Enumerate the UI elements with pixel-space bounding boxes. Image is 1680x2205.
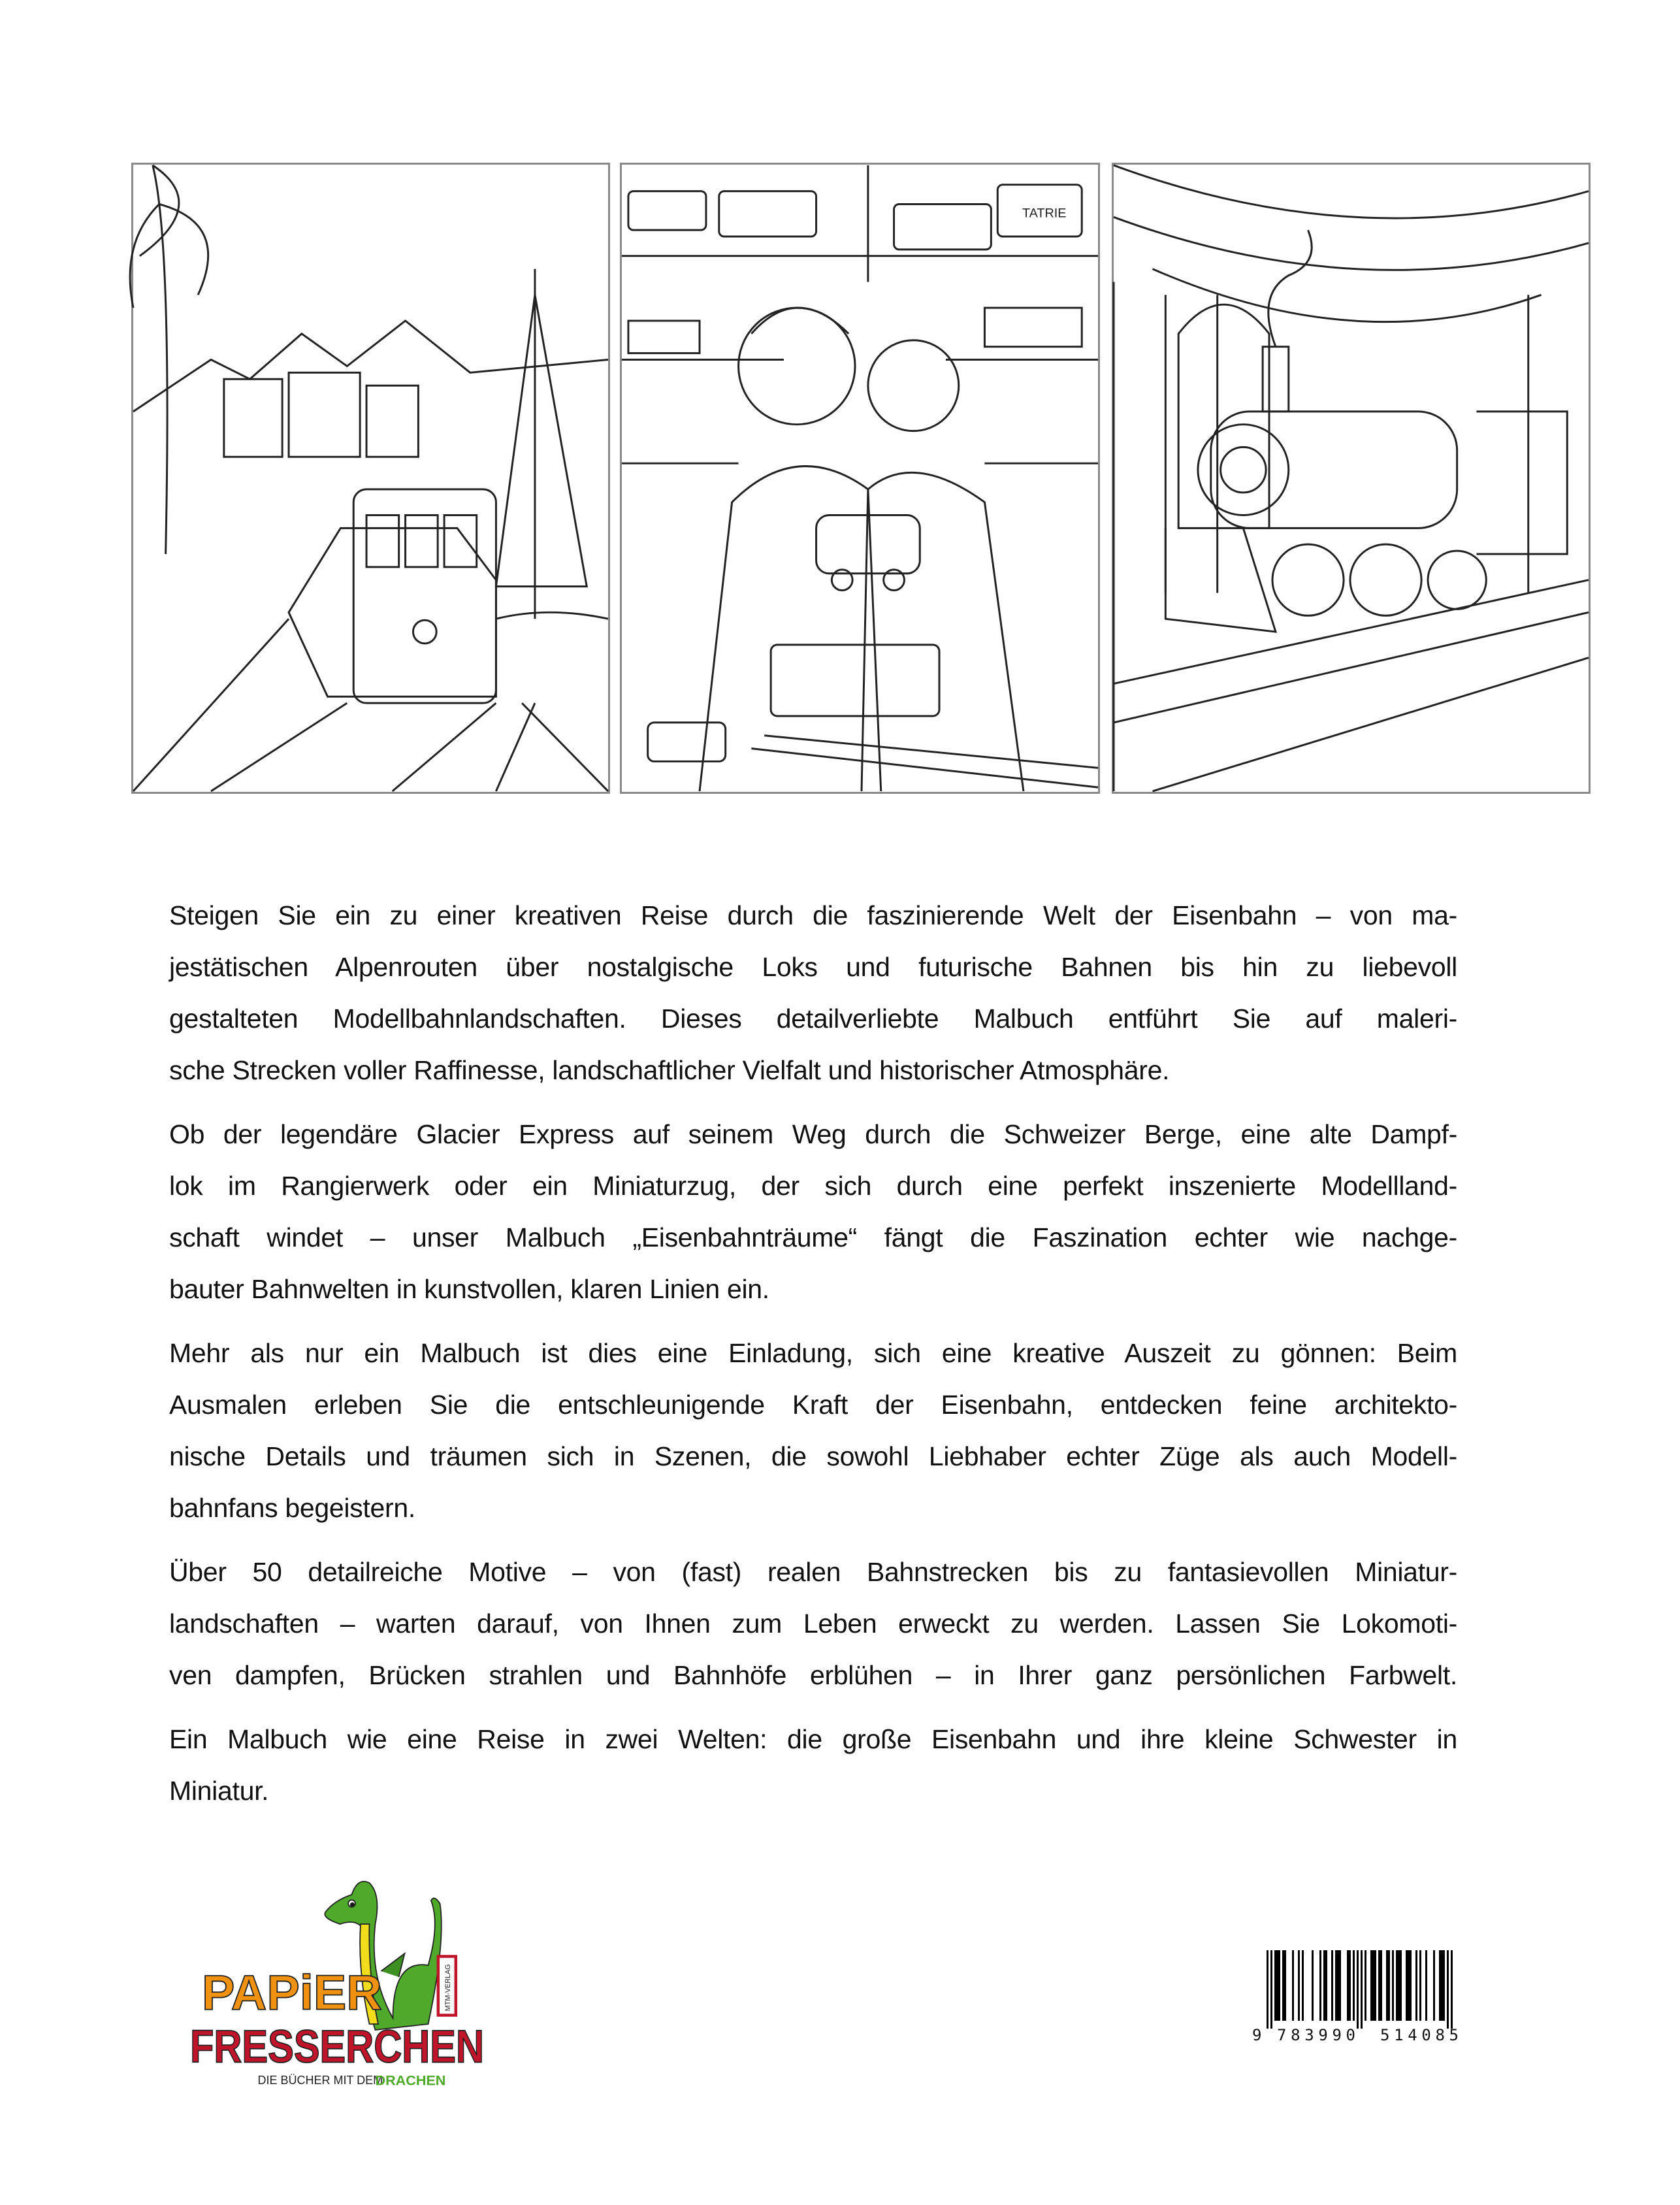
barcode-bar bbox=[1337, 1950, 1339, 2021]
paragraph-2 bbox=[169, 1109, 1457, 1315]
barcode-bar bbox=[1451, 1950, 1453, 2029]
text-line: Steigen Sie ein zu einer kreativen Reise durch die faszinierende Welt der Eisenbahn – von ma- bbox=[169, 900, 1457, 930]
barcode-bar bbox=[1325, 1950, 1327, 2021]
text-line: Mehr als nur ein Malbuch ist dies eine Einladung, sich eine kreative Auszeit zu gönnen: Beim bbox=[169, 1338, 1457, 1368]
barcode-bar bbox=[1419, 1950, 1421, 2021]
barcode-bar bbox=[1415, 1950, 1417, 2021]
publisher-logo bbox=[179, 1859, 501, 2095]
barcode-bar bbox=[1284, 1950, 1286, 2021]
text-line: gestalteten Modellbahnlandschaften. Dieses detailverliebte Malbuch entführt Sie auf maleri- bbox=[169, 1004, 1457, 1034]
text-line: ven dampfen, Brücken strahlen und Bahnhöfe erblühen – in Ihrer ganz persönlichen Farbwelt. bbox=[169, 1660, 1457, 1690]
text-line: Miniatur. bbox=[169, 1776, 269, 1806]
barcode-bar bbox=[1312, 1950, 1314, 2021]
text-line: bauter Bahnwelten in kunstvollen, klaren Linien ein. bbox=[169, 1274, 769, 1304]
barcode-bar bbox=[1278, 1950, 1280, 2021]
text-line: Ein Malbuch wie eine Reise in zwei Welten: die große Eisenbahn und ihre kleine Schwester in bbox=[169, 1724, 1457, 1754]
illustration-tram-promenade bbox=[131, 163, 610, 794]
illustration-model-train-shop bbox=[620, 163, 1100, 794]
barcode-bar bbox=[1447, 1950, 1449, 2029]
barcode-bar bbox=[1392, 1950, 1394, 2021]
logo-tagline: DIE BÜCHER MIT DEM bbox=[257, 2073, 383, 2087]
barcode-bar bbox=[1331, 1950, 1333, 2021]
barcode-bar bbox=[1386, 1950, 1388, 2021]
logo-line1: PAPiER bbox=[202, 1965, 382, 2021]
barcode-bar bbox=[1270, 1950, 1272, 2029]
paragraph-1 bbox=[169, 890, 1457, 1096]
barcode-bar bbox=[1365, 1950, 1366, 2021]
barcode-bar bbox=[1406, 1950, 1408, 2021]
barcode-bar bbox=[1425, 1950, 1427, 2021]
barcode-prefix: 9 bbox=[1252, 2026, 1262, 2044]
text-line: lok im Rangierwerk oder ein Miniaturzug, der sich durch eine perfekt inszenierte Modellland- bbox=[169, 1171, 1457, 1201]
barcode-bar bbox=[1388, 1950, 1390, 2021]
text-line: schaft windet – unser Malbuch „Eisenbahnträume“ fängt die Faszination echter wie nachge- bbox=[169, 1222, 1457, 1252]
paragraph-3 bbox=[169, 1328, 1457, 1534]
barcode-bar bbox=[1353, 1950, 1355, 2021]
barcode-bar bbox=[1410, 1950, 1412, 2021]
barcode-bar bbox=[1302, 1950, 1304, 2021]
isbn-barcode bbox=[1251, 1944, 1473, 2042]
barcode-bar bbox=[1361, 1950, 1363, 2029]
barcode-left-digits: 783990 bbox=[1277, 2026, 1355, 2044]
text-line: Über 50 detailreiche Motive – von (fast) realen Bahnstrecken bis zu fantasievollen Miniatur- bbox=[169, 1557, 1457, 1587]
barcode-bar bbox=[1267, 1950, 1268, 2029]
barcode-bar bbox=[1335, 1950, 1337, 2021]
badge-text: MTM-VERLAG bbox=[444, 1964, 452, 2012]
barcode-bar bbox=[1400, 1950, 1402, 2021]
barcode-bar bbox=[1372, 1950, 1374, 2021]
barcode-bar bbox=[1323, 1950, 1325, 2021]
barcode-bar bbox=[1276, 1950, 1278, 2021]
barcode-bar bbox=[1408, 1950, 1410, 2021]
logo-line2: FRESSERCHEN bbox=[190, 2020, 485, 2072]
barcode-bars bbox=[1267, 1950, 1453, 2029]
barcode-bar bbox=[1339, 1950, 1341, 2021]
barcode-bar bbox=[1378, 1950, 1380, 2021]
barcode-bar bbox=[1282, 1950, 1284, 2021]
barcode-bar bbox=[1370, 1950, 1372, 2021]
barcode-bar bbox=[1292, 1950, 1294, 2021]
barcode-bar bbox=[1396, 1950, 1398, 2021]
barcode-bar bbox=[1349, 1950, 1351, 2021]
barcode-bar bbox=[1433, 1950, 1435, 2021]
barcode-bar bbox=[1398, 1950, 1400, 2021]
logo-tagline-highlight: DRACHEN bbox=[375, 2072, 446, 2089]
barcode-bar bbox=[1347, 1950, 1349, 2021]
text-line: sche Strecken voller Raffinesse, landschaftlicher Vielfalt und historischer Atmosphäre. bbox=[169, 1055, 1170, 1085]
barcode-bar bbox=[1443, 1950, 1445, 2021]
text-line: jestätischen Alpenrouten über nostalgische Loks und futurische Bahnen bis hin zu liebevoll bbox=[169, 952, 1457, 982]
barcode-bar bbox=[1374, 1950, 1376, 2021]
description-text bbox=[169, 890, 1457, 1829]
text-line: landschaften – warten darauf, von Ihnen zum Leben erweckt zu werden. Lassen Sie Lokomoti- bbox=[169, 1609, 1457, 1639]
sign-text: TATRIE bbox=[1022, 206, 1067, 221]
barcode-right-digits: 514085 bbox=[1380, 2026, 1459, 2044]
text-line: Ausmalen erleben Sie die entschleunigende Kraft der Eisenbahn, entdecken feine architekto- bbox=[169, 1390, 1457, 1420]
barcode-bar bbox=[1441, 1950, 1443, 2021]
barcode-bar bbox=[1274, 1950, 1276, 2021]
paragraph-5 bbox=[169, 1714, 1457, 1817]
illustration-steam-locomotive-station bbox=[1112, 163, 1591, 794]
barcode-bar bbox=[1380, 1950, 1382, 2021]
barcode-bar bbox=[1439, 1950, 1441, 2021]
barcode-bar bbox=[1319, 1950, 1321, 2021]
text-line: bahnfans begeistern. bbox=[169, 1493, 415, 1523]
barcode-bar bbox=[1298, 1950, 1300, 2021]
text-line: Ob der legendäre Glacier Express auf seinem Weg durch die Schweizer Berge, eine alte Dampf- bbox=[169, 1119, 1457, 1149]
barcode-bar bbox=[1357, 1950, 1359, 2029]
paragraph-4 bbox=[169, 1546, 1457, 1701]
text-line: nische Details und träumen sich in Szenen, die sowohl Liebhaber echter Züge als auch Modell- bbox=[169, 1441, 1457, 1471]
